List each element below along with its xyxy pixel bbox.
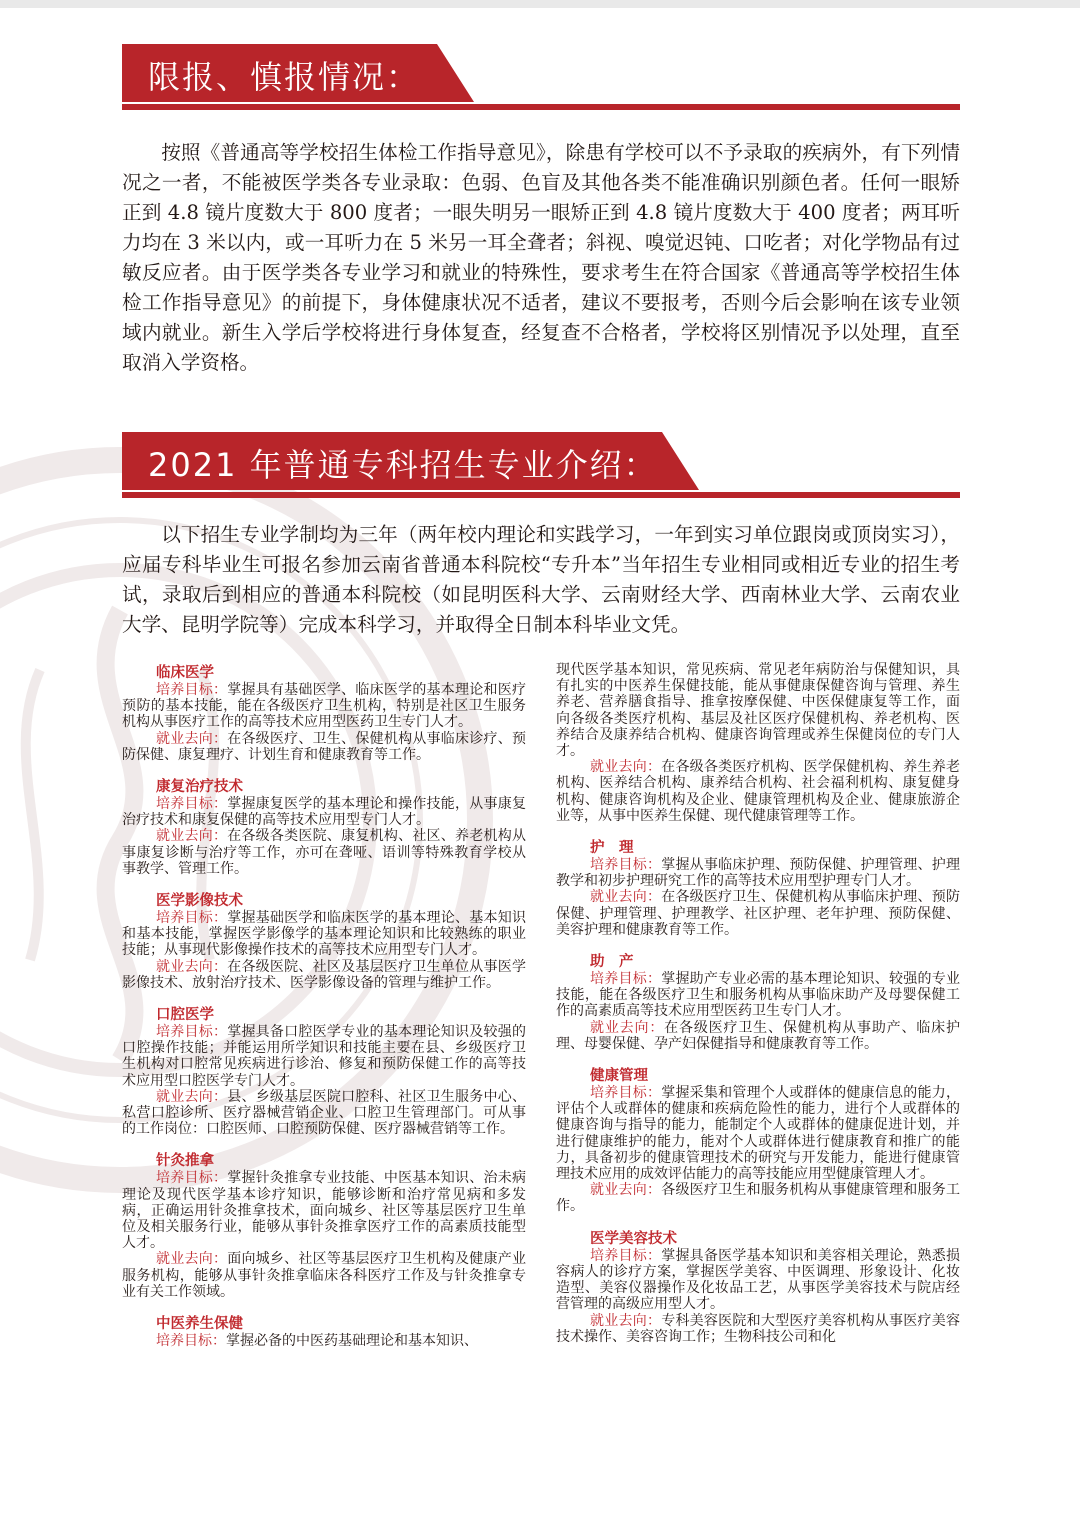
- goal-label: 培养目标：: [590, 1247, 662, 1264]
- major-title: 医学美容技术: [590, 1230, 677, 1247]
- goal-text: 掌握基础医学和临床医学的基本理论、基本知识和基本技能，掌握医学影像学的基本理论知识和比较熟练的职业技能；从事现代影像操作技术的高等技术应用型专门人才。: [122, 910, 527, 959]
- job-label: 就业去向：: [590, 1312, 662, 1329]
- job-text: 专科美容医院和大型医疗美容机构从事医疗美容技术操作、美容咨询工作；生物科技公司和化: [556, 1312, 961, 1345]
- job-label: 就业去向：: [156, 828, 228, 845]
- major-midwifery: [556, 953, 960, 1052]
- left-column: [122, 664, 526, 1349]
- major-health-management: [556, 1067, 960, 1215]
- goal-label: 培养目标：: [590, 1085, 662, 1102]
- section-banner-majors: [122, 432, 960, 496]
- major-title: 针灸推拿: [156, 1153, 214, 1170]
- section-banner-restrictions: [122, 44, 960, 108]
- job-label: 就业去向：: [590, 889, 662, 906]
- goal-text: 掌握具备医学基本知识和美容相关理论，熟悉损容病人的诊疗方案，掌握医学美容、中医调理、形象设计、化妆造型、美容仪器操作及化妆品工艺，从事医学美容技术与院店经营管理的高级应用型人才。: [556, 1247, 961, 1313]
- top-margin-strip: [0, 0, 1080, 8]
- goal-text-continued: 现代医学基本知识，常见疾病、常见老年病防治与保健知识，具有扎实的中医养生保健技能，能从事健康保健咨询与管理、养生养老、营养膳食指导、推拿按摩保健、中医保健康复等工作，面向各级各类医疗机构、基层及社区医疗保健机构、养老机构、医养结合及康养结合机构、健康咨询管理或养生保健岗位的专门人才。: [556, 662, 960, 760]
- goal-label: 培养目标：: [156, 1170, 228, 1187]
- major-title: 口腔医学: [156, 1007, 214, 1024]
- job-text: 在各级医疗、卫生、保健机构从事临床诊疗、预防保健、康复理疗、计划生育和健康教育等工作。: [122, 730, 527, 763]
- major-medical-imaging: [122, 892, 526, 991]
- job-label: 就业去向：: [590, 1182, 662, 1199]
- goal-label: 培养目标：: [590, 971, 662, 988]
- job-label: 就业去向：: [156, 1088, 228, 1105]
- restrictions-paragraph: 按照《普通高等学校招生体检工作指导意见》，除患有学校可以不予录取的疾病外，有下列情况之一者，不能被医学类各专业录取：色弱、色盲及其他各类不能准确识别颜色者。任何一眼矫正到 4.8 镜片度数大于 800 度者；一眼失明另一眼矫正到 4.8 镜片度数大于 400 度者；两耳听力均在 3 米以内，或一耳听力在 5 米另一耳全聋者；斜视、嗅觉迟钝、口吃者；对化学物品有过敏反应者。由于医学类各专业学习和就业的特殊性，要求考生在符合国家《普通高等学校招生体检工作指导意见》的前提下，身体健康状况不适者，建议不要报考，否则今后会影响在该专业领域内就业。新生入学后学校将进行身体复查，经复查不合格者，学校将区别情况予以处理，直至取消入学资格。: [122, 141, 960, 374]
- goal-label: 培养目标：: [156, 1024, 228, 1041]
- goal-label: 培养目标：: [590, 857, 662, 874]
- section-title: 2021 年普通专科招生专业介绍：: [148, 446, 658, 484]
- job-text: 县、乡级基层医院口腔科、社区卫生服务中心、私营口腔诊所、医疗器械营销企业、口腔卫生管理部门。可从事的工作岗位：口腔医师、口腔预防保健、医疗器械营销等工作。: [122, 1088, 527, 1138]
- goal-text: 掌握助产专业必需的基本理论知识、较强的专业技能，能在各级医疗卫生和服务机构从事临床助产及母婴保健工作的高素质高等技术应用型医药卫生专门人才。: [556, 971, 961, 1020]
- goal-label: 培养目标：: [156, 1333, 226, 1350]
- job-label: 就业去向：: [156, 958, 228, 975]
- majors-intro-paragraph: 以下招生专业学制均为三年（两年校内理论和实践学习，一年到实习单位跟岗或顶岗实习），应届专科毕业生可报名参加云南省普通本科院校“专升本”当年招生专业相同或相近专业的招生考试，录取后到相应的普通本科院校（如昆明医科大学、云南财经大学、西南林业大学、云南农业大学、昆明学院等）完成本科学习，并取得全日制本科毕业文凭。: [122, 523, 960, 636]
- major-rehabilitation-therapy: [122, 778, 526, 877]
- right-column: [556, 662, 960, 1345]
- major-tcm-health-care-continued: [556, 662, 960, 824]
- job-text: 面向城乡、社区等基层医疗卫生机构及健康产业服务机构，能够从事针灸推拿临床各科医疗工作及与针灸推拿专业有关工作领域。: [122, 1251, 527, 1300]
- goal-label: 培养目标：: [156, 682, 228, 698]
- goal-text: 掌握从事临床护理、预防保健、护理管理、护理教学和初步护理研究工作的高等技术应用型护理专门人才。: [556, 857, 961, 890]
- major-title: 康复治疗技术: [156, 779, 243, 796]
- major-title: 医学影像技术: [156, 893, 243, 910]
- job-text: 在各级医疗卫生、保健机构从事助产、临床护理、母婴保健、孕产妇保健指导和健康教育等工作。: [556, 1019, 961, 1052]
- goal-text: 掌握必备的中医药基础理论和基本知识、: [226, 1333, 478, 1350]
- job-text: 在各级各类医院、康复机构、社区、养老机构从事康复诊断与治疗等工作，亦可在聋哑、语训等特殊教育学校从事教学、管理工作。: [122, 828, 527, 877]
- goal-text: 掌握康复医学的基本理论和操作技能，从事康复治疗技术和康复保健的高等技术应用型专门人才。: [122, 796, 527, 829]
- job-label: 就业去向：: [156, 1251, 228, 1268]
- job-text: 在各级医院、社区及基层医疗卫生单位从事医学影像技术、放射治疗技术、医学影像设备的管理与维护工作。: [122, 958, 527, 991]
- major-title: 护 理: [590, 840, 634, 857]
- job-label: 就业去向：: [156, 730, 228, 747]
- job-text: 在各级各类医疗机构、医学保健机构、养生养老机构、医养结合机构、康养结合机构、社会福利机构、康复健身机构、健康咨询机构及企业、健康管理机构及企业、健康旅游企业等，从事中医养生保健、现代健康管理等工作。: [556, 759, 961, 824]
- major-nursing: [556, 839, 960, 938]
- major-tcm-health-care: [122, 1315, 526, 1349]
- goal-text: 掌握采集和管理个人或群体的健康信息的能力，评估个人或群体的健康和疾病危险性的能力，进行个人或群体的健康咨询与指导的能力，能制定个人或群体的健康促进计划，并进行健康维护的能力，能对个人或群体进行健康教育和推广的能力，具备初步的健康管理技术的研究与开发能力，能进行健康管理技术应用的成效评估能力的高等技能应用型健康管理人才。: [556, 1085, 961, 1183]
- goal-label: 培养目标：: [156, 796, 228, 813]
- major-acupuncture-massage: [122, 1152, 526, 1300]
- major-stomatology: [122, 1006, 526, 1137]
- goal-text: 掌握针灸推拿专业技能、中医基本知识、治未病理论及现代医学基本诊疗知识，能够诊断和治疗常见病和多发病，正确运用针灸推拿技术，面向城乡、社区等基层医疗卫生单位及相关服务行业，能够从事针灸推拿医疗工作的高素质技能型人才。: [122, 1170, 527, 1252]
- goal-label: 培养目标：: [156, 910, 228, 927]
- job-text: 各级医疗卫生和服务机构从事健康管理和服务工作。: [556, 1182, 961, 1215]
- job-text: 在各级医疗卫生、保健机构从事临床护理、预防保健、护理管理、护理教学、社区护理、老年护理、预防保健、美容护理和健康教育等工作。: [556, 889, 961, 938]
- section-title: 限报、慎报情况：: [148, 58, 421, 96]
- major-title: 助 产: [590, 954, 634, 971]
- goal-text: 掌握具备口腔医学专业的基本理论知识及较强的口腔操作技能；并能运用所学知识和技能主要在县、乡级医疗卫生机构对口腔常见疾病进行诊治、修复和预防保健工作的高等技术应用型口腔医学专门人才。: [122, 1024, 527, 1089]
- major-title: 临床医学: [156, 665, 214, 681]
- major-title: 健康管理: [590, 1068, 648, 1085]
- job-label: 就业去向：: [590, 759, 662, 776]
- goal-text: 掌握具有基础医学、临床医学的基本理论和医疗预防的基本技能，能在各级医疗卫生机构，特别是社区卫生服务机构从事医疗工作的高等技术应用型医药卫生专门人才。: [122, 682, 527, 731]
- major-title: 中医养生保健: [156, 1316, 243, 1333]
- major-medical-cosmetology: [556, 1230, 960, 1345]
- major-clinical-medicine: [122, 664, 526, 763]
- job-label: 就业去向：: [590, 1019, 665, 1036]
